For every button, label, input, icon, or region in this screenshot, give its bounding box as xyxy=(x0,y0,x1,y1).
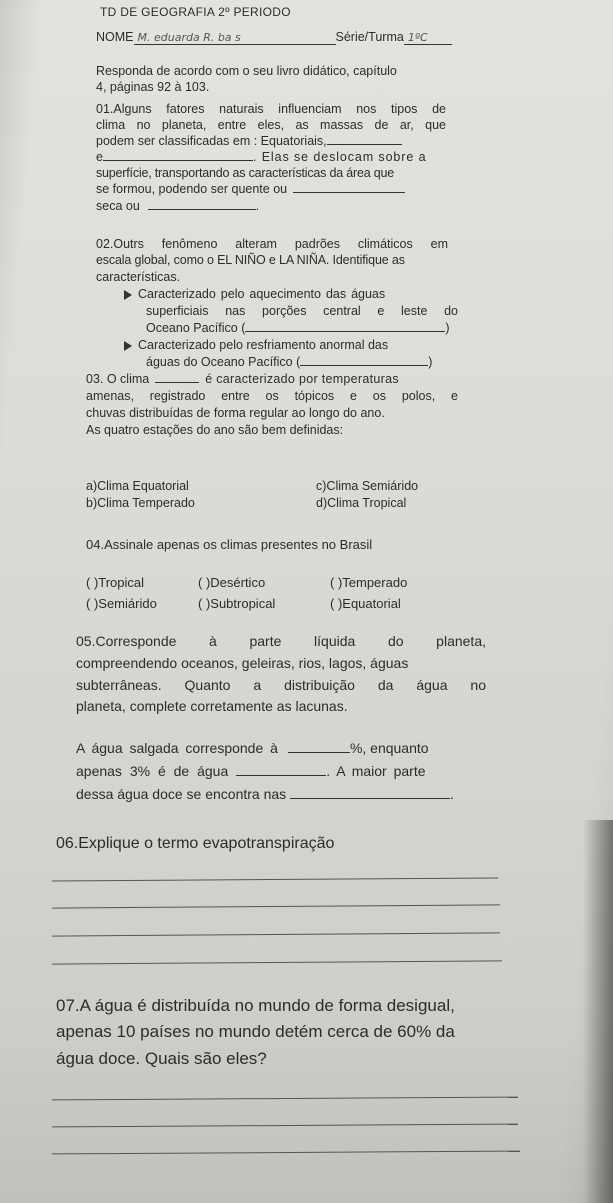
q2-line-2: escala global, como o EL NIÑO e LA NIÑA. Identifique as xyxy=(96,253,405,267)
arrow-bullet-icon xyxy=(124,290,132,300)
worksheet-title: TD DE GEOGRAFIA 2º PERIODO xyxy=(100,5,291,19)
serie-label: Série/Turma xyxy=(335,30,404,44)
name-row xyxy=(96,30,452,45)
name-label: NOME xyxy=(96,30,134,44)
q5-line-4: planeta, complete corretamente as lacunas. xyxy=(76,698,348,714)
q3-option-a: a)Clima Equatorial xyxy=(86,479,189,493)
q2-b1-line-3-text: Oceano Pacífico ( xyxy=(146,321,246,335)
q4-title: 04.Assinale apenas os climas presentes no Brasil xyxy=(86,537,373,552)
name-field[interactable]: M. eduarda R. ba s xyxy=(134,31,336,45)
q3-line-2: amenas, registrado entre os tópicos e os polos, e xyxy=(86,389,458,403)
q6-answer-line-2[interactable] xyxy=(52,904,500,908)
q2-line-3: características. xyxy=(96,270,181,284)
q5-fill-2a: apenas 3% é de água xyxy=(76,763,229,779)
q5-blank-2[interactable] xyxy=(236,775,326,776)
q2-bullet-1 xyxy=(124,287,385,301)
q3-line-4: As quatro estações do ano são bem definidas: xyxy=(86,423,344,437)
q1-line-4 xyxy=(96,150,426,164)
q5-line-1: 05.Corresponde à parte líquida do planeta, xyxy=(76,633,486,649)
q2-b2-line-2 xyxy=(146,355,432,369)
q3-line-1 xyxy=(86,372,399,386)
q2-blank-2[interactable] xyxy=(300,365,428,366)
q1-line-4-e: e xyxy=(96,150,103,164)
q1-line-6-text: se formou, podendo ser quente ou xyxy=(96,182,288,196)
q5-blank-1[interactable] xyxy=(288,752,350,753)
serie-field[interactable]: 1ºC xyxy=(404,31,452,45)
q5-fill-3b: . xyxy=(450,786,455,802)
q3-line-1a: 03. O clima xyxy=(86,372,150,386)
q7-line-2: apenas 10 países no mundo detém cerca de 60% da xyxy=(56,1022,455,1041)
q2-b2-line-2-text: águas do Oceano Pacífico ( xyxy=(146,355,301,369)
q2-b1-line-3 xyxy=(146,321,450,335)
q7-line-3: água doce. Quais são eles? xyxy=(56,1049,267,1068)
q1-line-1: 01.Alguns fatores naturais influenciam nos tipos de xyxy=(96,102,446,116)
q6-answer-line-1[interactable] xyxy=(52,877,498,881)
q7-answer-line-1[interactable] xyxy=(52,1097,518,1101)
q3-option-c: c)Clima Semiárido xyxy=(316,479,419,493)
q2-b2-close: ) xyxy=(428,355,433,369)
intro-line-1: Responda de acordo com o seu livro didático, capítulo xyxy=(96,64,397,78)
q5-fill-3a: dessa água doce se encontra nas xyxy=(76,786,287,802)
q2-b1-line-2: superficiais nas porções central e leste do xyxy=(146,304,458,318)
q2-line-1: 02.Outrs fenômeno alteram padrões climáticos em xyxy=(96,237,448,251)
q5-fill-1 xyxy=(76,740,429,756)
intro-line-2: 4, páginas 92 à 103. xyxy=(96,80,210,94)
q7-answer-line-3[interactable] xyxy=(52,1151,520,1155)
q3-option-d: d)Clima Tropical xyxy=(316,496,407,510)
q1-line-7 xyxy=(96,199,259,213)
q1-line-3-text: podem ser classificadas em : Equatoriais, xyxy=(96,134,327,148)
q2-blank-1[interactable] xyxy=(245,331,445,332)
q1-line-3 xyxy=(96,134,402,148)
q5-line-2: compreendendo oceanos, geleiras, rios, lagos, águas xyxy=(76,655,409,671)
q4-option-temperado[interactable]: ( )Temperado xyxy=(330,575,408,590)
q6-answer-line-4[interactable] xyxy=(52,960,502,964)
q7-line-1: 07.A água é distribuída no mundo de forma desigual, xyxy=(56,996,455,1015)
q6-title: 06.Explique o termo evapotranspiração xyxy=(56,835,335,852)
q5-fill-1a: A água salgada corresponde à xyxy=(76,740,278,756)
q3-option-b: b)Clima Temperado xyxy=(86,496,195,510)
q2-b1-line-1: Caracterizado pelo aquecimento das águas xyxy=(138,287,386,301)
q5-fill-2 xyxy=(76,763,426,779)
q4-option-semiarido[interactable]: ( )Semiárido xyxy=(86,596,157,611)
q5-blank-3[interactable] xyxy=(290,798,450,799)
q5-line-3: subterrâneas. Quanto a distribuição da água no xyxy=(76,677,486,693)
q3-line-1b: é caracterizado por temperaturas xyxy=(205,372,399,386)
q5-fill-2b: . A maior parte xyxy=(326,763,426,779)
q1-blank-3[interactable] xyxy=(293,192,405,193)
q1-blank-1[interactable] xyxy=(327,144,402,145)
q1-line-4-text: . Elas se deslocam sobre a xyxy=(252,150,427,164)
q7-answer-line-2[interactable] xyxy=(52,1124,518,1128)
q2-bullet-2 xyxy=(124,338,388,352)
q5-fill-1b: %, enquanto xyxy=(349,740,429,756)
q4-option-equatorial[interactable]: ( )Equatorial xyxy=(330,596,401,611)
q3-line-3: chuvas distribuídas de forma regular ao longo do ano. xyxy=(86,406,385,420)
q6-answer-line-3[interactable] xyxy=(52,932,500,936)
q3-blank[interactable] xyxy=(155,382,199,383)
arrow-bullet-icon xyxy=(124,341,132,351)
q1-line-7-dot: . xyxy=(255,199,260,213)
q1-line-7-text: seca ou xyxy=(96,199,140,213)
q4-option-tropical[interactable]: ( )Tropical xyxy=(86,575,145,590)
q4-option-subtropical[interactable]: ( )Subtropical xyxy=(198,596,276,611)
q1-line-5: superfície, transportando as características da área que xyxy=(96,166,394,180)
page-edge-shadow xyxy=(583,820,613,1203)
q4-option-desertico[interactable]: ( )Desértico xyxy=(198,575,266,590)
q1-line-6 xyxy=(96,182,405,196)
q2-b1-close: ) xyxy=(445,321,450,335)
q1-line-2: clima no planeta, entre eles, as massas de ar, que xyxy=(96,118,446,132)
q2-b2-line-1: Caracterizado pelo resfriamento anormal das xyxy=(138,338,389,352)
q1-blank-2[interactable] xyxy=(103,160,253,161)
q1-blank-4[interactable] xyxy=(148,209,256,210)
q5-fill-3 xyxy=(76,786,454,802)
